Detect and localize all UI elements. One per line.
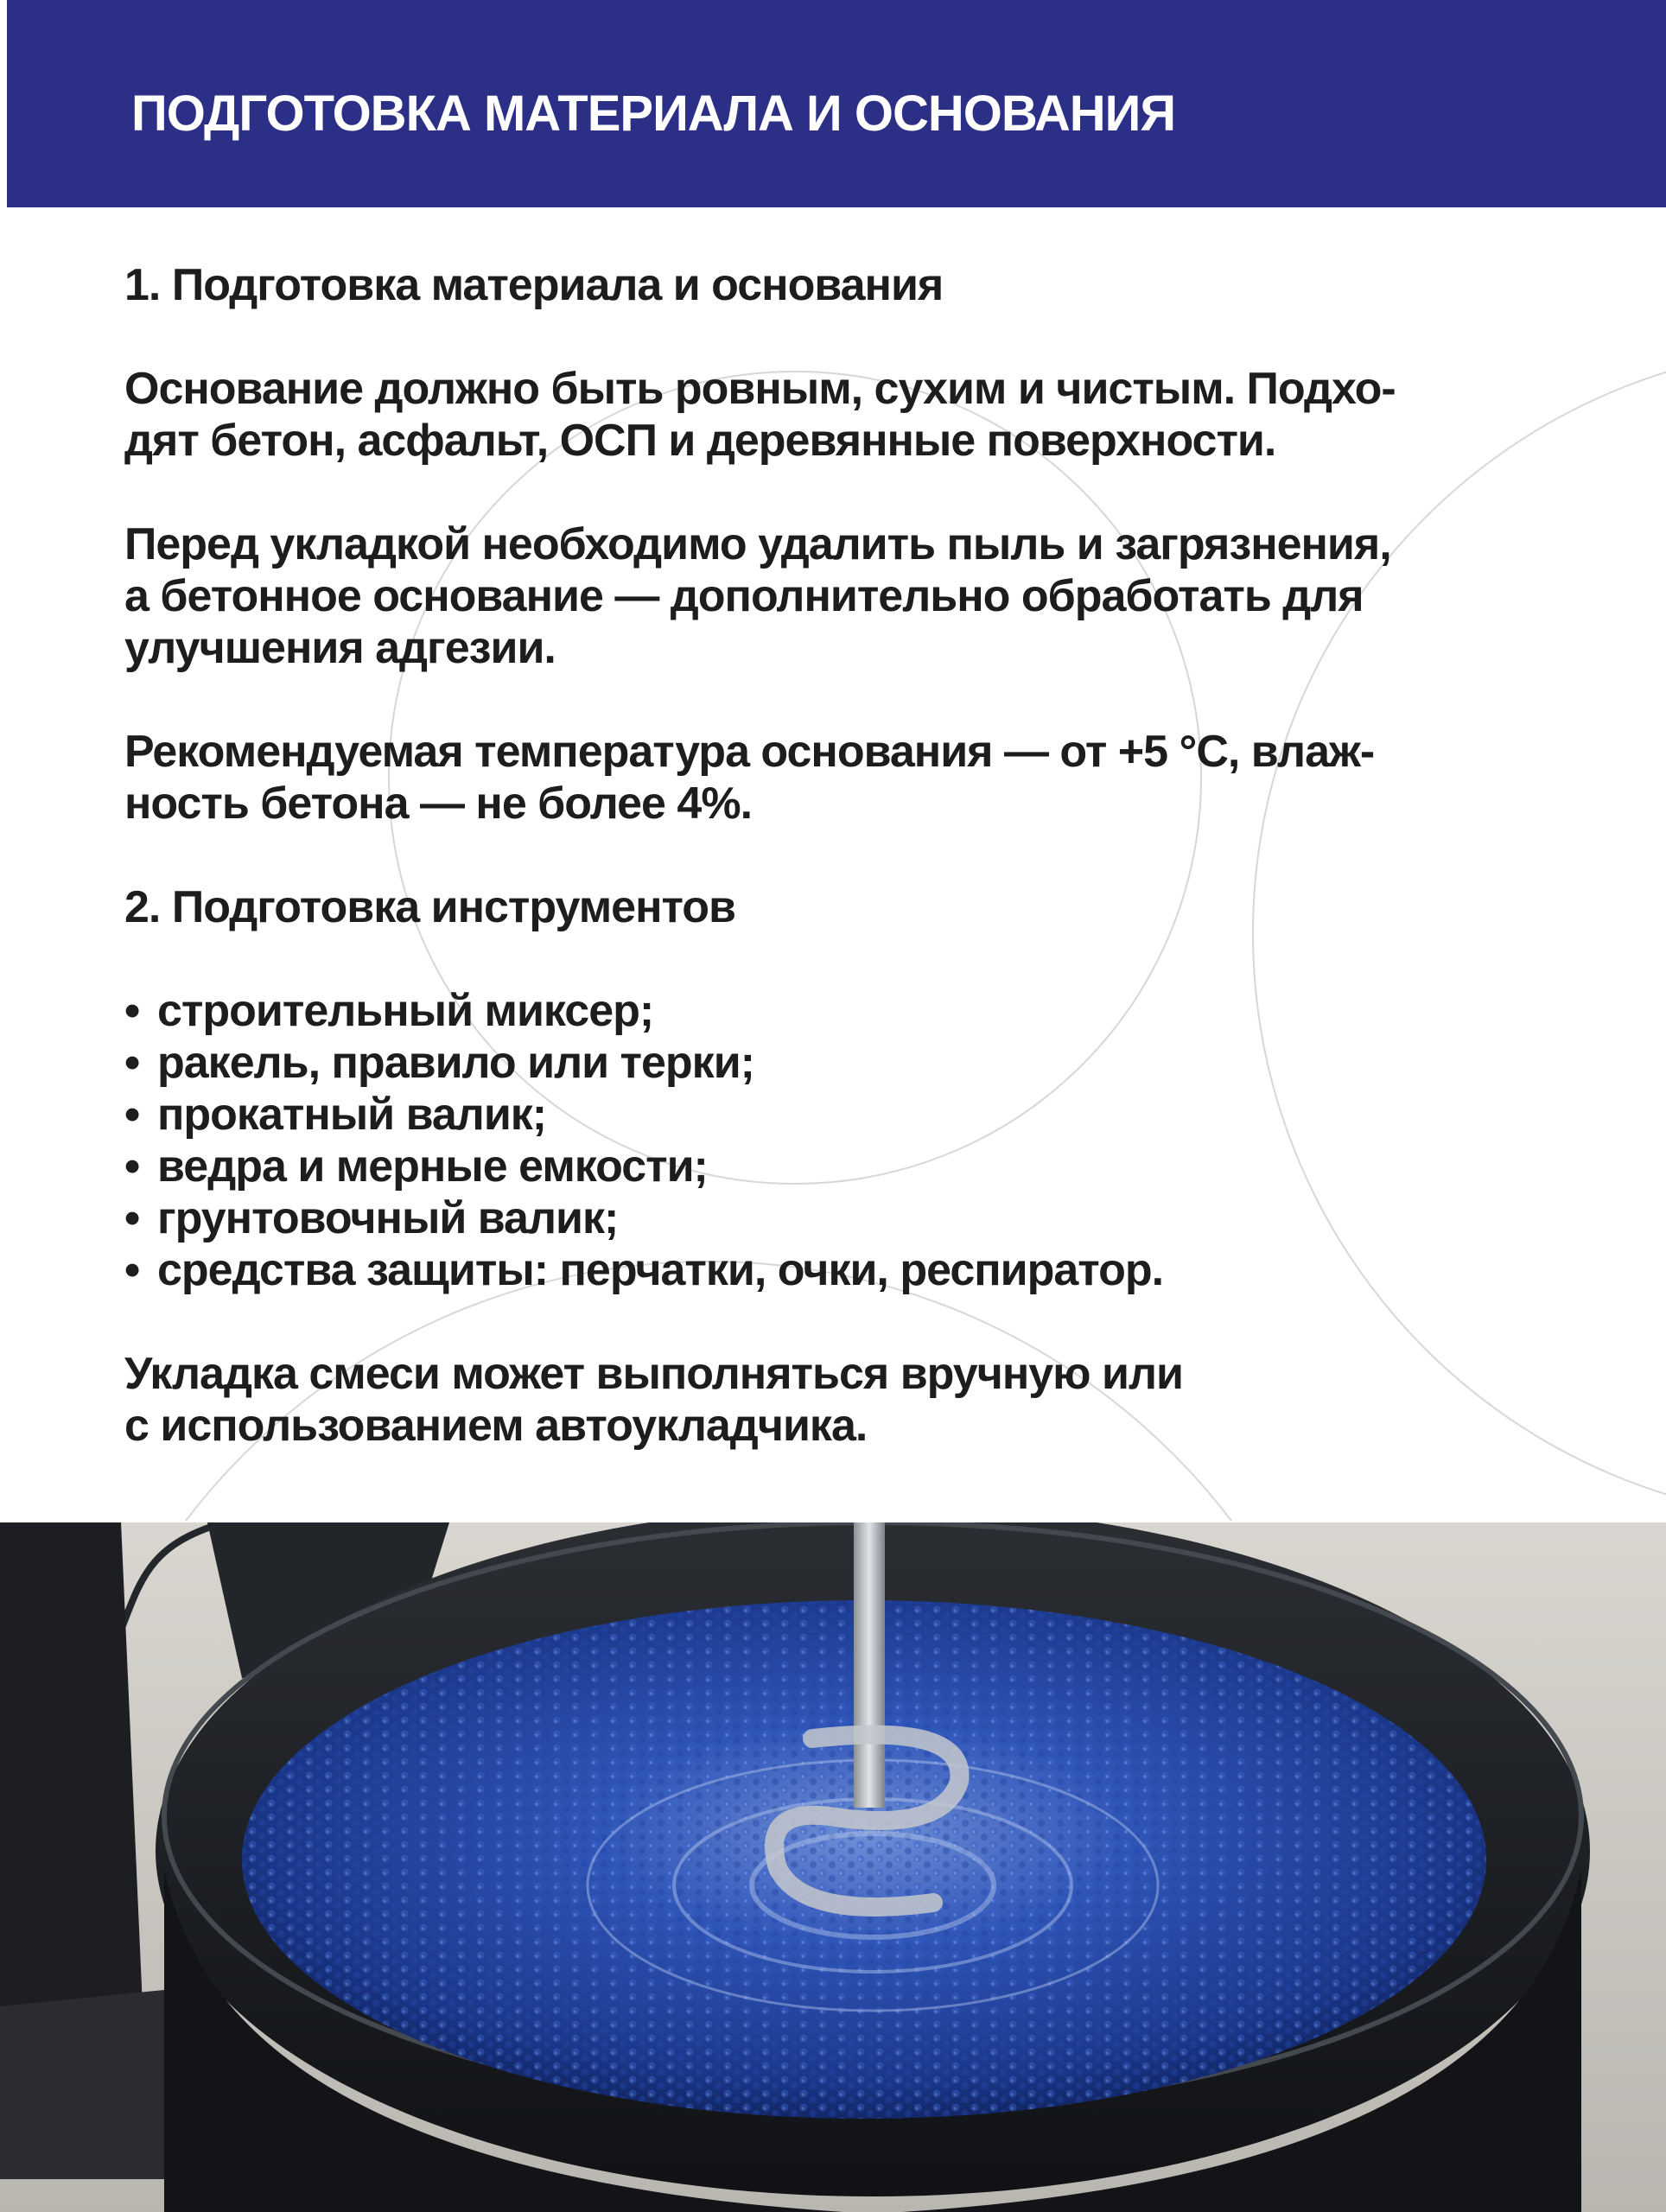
page-title: ПОДГОТОВКА МАТЕРИАЛА И ОСНОВАНИЯ [131,86,1176,142]
list-item: • средства защиты: перчатки, очки, респиратор. [124,1245,1164,1295]
tools-list [124,985,1550,1296]
list-item: • ракель, правило или терки; [124,1038,754,1088]
mixer-shaft [854,1522,885,1808]
mixing-photo [0,1522,1666,2212]
list-item: • строительный миксер; [124,986,654,1036]
paragraph-base-requirements: Основание должно быть ровным, сухим и чистым. Подхо- дят бетон, асфальт, ОСП и деревянные поверхности. [124,364,1396,466]
list-item: • грунтовочный валик; [124,1193,619,1243]
bullet-icon: • [124,1141,140,1192]
list-item: • ведра и мерные емкости; [124,1141,708,1192]
section-2-heading: 2. Подготовка инструментов [124,882,736,932]
bullet-icon: • [124,1038,140,1088]
paragraph-application-method: Укладка смеси может выполняться вручную или с использованием автоукладчика. [124,1349,1184,1451]
bullet-icon: • [124,986,140,1036]
list-item: • прокатный валик; [124,1090,547,1140]
page-header [7,0,1666,207]
section-1-heading: 1. Подготовка материала и основания [124,260,944,310]
paragraph-temperature: Рекомендуемая температура основания — от +5 °С, влаж- ность бетона — не более 4%. [124,727,1375,829]
bullet-icon: • [124,1090,140,1140]
main-content [124,259,1550,1503]
paragraph-cleaning: Перед укладкой необходимо удалить пыль и загрязнения, а бетонное основание — дополнительно обработать для улучшения адгезии. [124,519,1391,673]
bullet-icon: • [124,1193,140,1243]
bullet-icon: • [124,1245,140,1295]
